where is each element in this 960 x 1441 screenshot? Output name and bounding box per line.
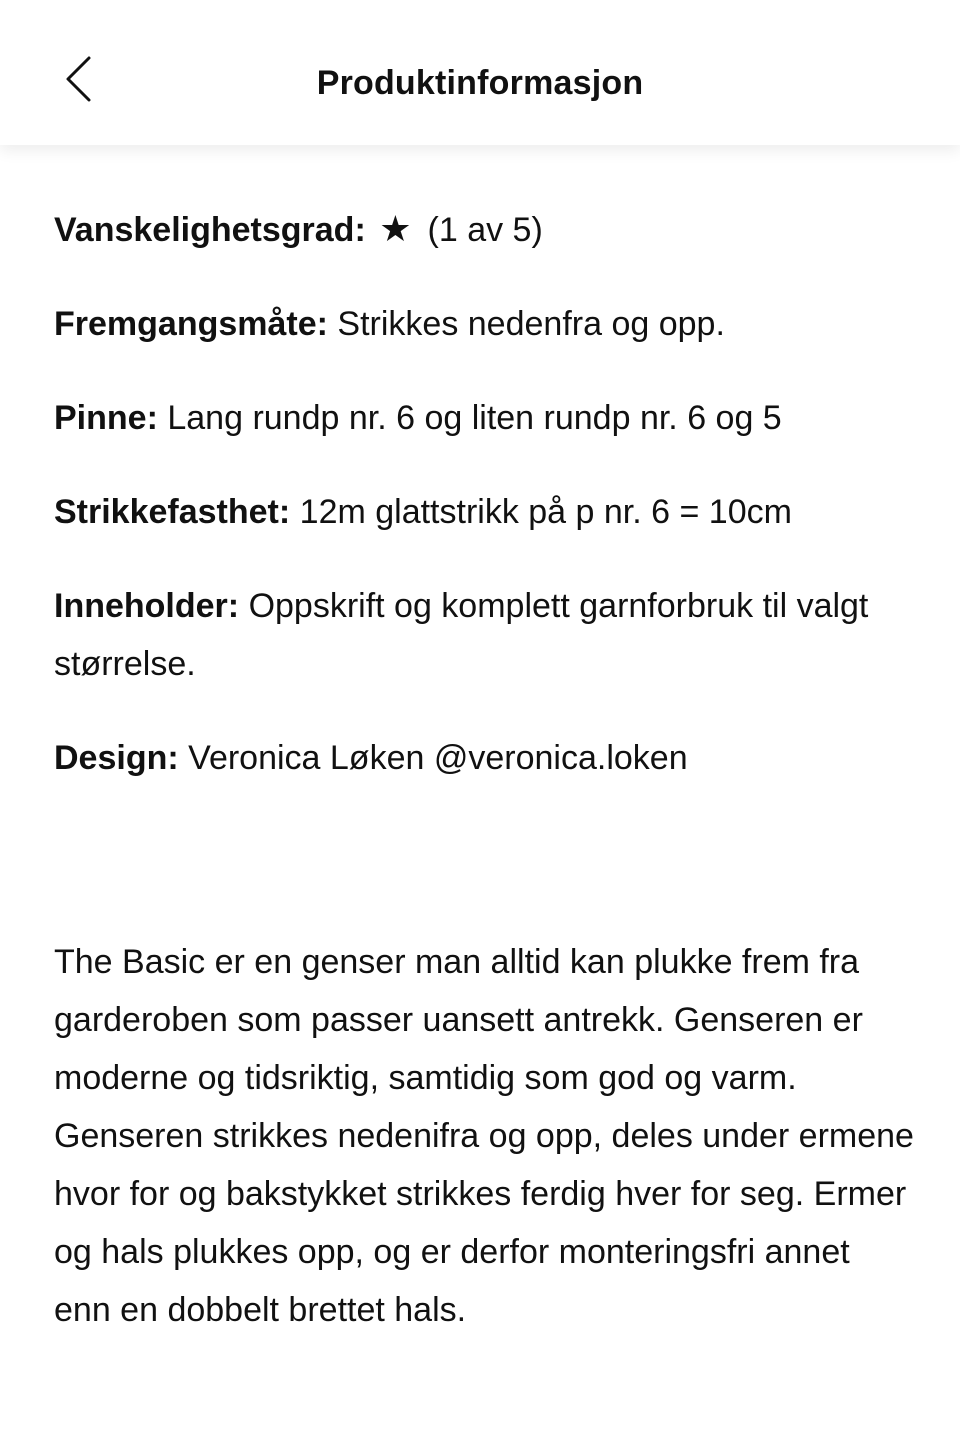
product-info-content [54, 200, 914, 1339]
gauge-value: 12m glattstrikk på p nr. 6 = 10cm [299, 493, 792, 531]
design-row [54, 729, 914, 787]
design-value: Veronica Løken @veronica.loken [188, 739, 688, 777]
design-label: Design: [54, 739, 179, 777]
method-label: Fremgangsmåte: [54, 305, 328, 343]
needles-value: Lang rundp nr. 6 og liten rundp nr. 6 og 5 [167, 399, 782, 437]
gauge-label: Strikkefasthet: [54, 493, 291, 531]
method-value: Strikkes nedenfra og opp. [337, 305, 725, 343]
contents-row [54, 577, 914, 693]
section-spacer [54, 823, 914, 933]
star-icon: ★ [379, 208, 412, 249]
contents-label: Inneholder: [54, 587, 240, 625]
method-row [54, 295, 914, 353]
contents-value: Oppskrift og komplett garnforbruk til valgt størrelse. [54, 587, 869, 683]
difficulty-label: Vanskelighetsgrad: [54, 211, 366, 249]
gauge-row [54, 483, 914, 541]
top-bar [0, 0, 960, 145]
difficulty-row [54, 200, 914, 259]
page-title: Produktinformasjon [316, 64, 644, 102]
needles-label: Pinne: [54, 399, 158, 437]
difficulty-value: (1 av 5) [427, 211, 543, 249]
needles-row [54, 389, 914, 447]
product-description: The Basic er en genser man alltid kan plukke frem fra garderoben som passer uansett antrekk. Genseren er moderne og tidsriktig, samtidig som god og varm. Genseren strikkes nedenifra og opp, deles under ermene hvor for og bakstykket strikkes ferdig hver for seg. Ermer og hals plukkes opp, og er derfor monteringsfri annet enn en dobbelt brettet hals. [54, 943, 914, 1329]
